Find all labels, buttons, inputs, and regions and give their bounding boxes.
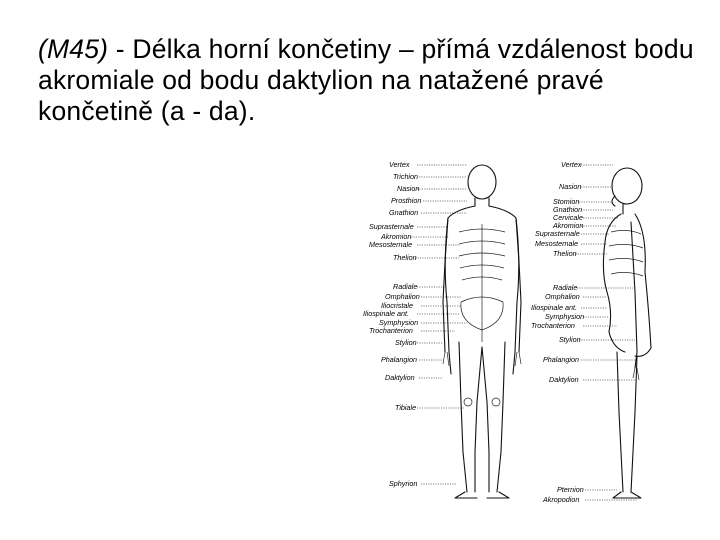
label-suprasternale: Suprasternale	[369, 222, 414, 231]
front-leader-lines	[411, 165, 467, 484]
side-label-thelion: Thelion	[553, 249, 577, 258]
side-label-symphysion: Symphysion	[545, 312, 585, 321]
label-vertex: Vertex	[389, 160, 410, 169]
side-label-mesosternale: Mesosternale	[535, 239, 579, 248]
side-label-nasion: Nasion	[559, 182, 582, 191]
label-thelion: Thelion	[393, 253, 417, 262]
label-phalangion: Phalangion	[381, 355, 417, 364]
anthropometric-points-figure	[355, 152, 695, 512]
title-text: - Délka horní končetiny – přímá vzdálenost bodu akromiale od bodu daktylion na natažené pravé končetině (a - da).	[38, 34, 694, 126]
side-label-akromion: Akromion	[553, 221, 584, 230]
label-radiale: Radiale	[393, 282, 418, 291]
label-gnathion: Gnathion	[389, 208, 419, 217]
label-nasion: Nasion	[397, 184, 420, 193]
side-label-iliospinale: Iliospinale ant.	[531, 303, 577, 312]
side-label-vertex: Vertex	[561, 160, 582, 169]
label-sphyrion: Sphyrion	[389, 479, 418, 488]
side-label-omphalion: Omphalion	[545, 292, 580, 301]
side-label-gnathion: Gnathion	[553, 205, 583, 214]
label-akromion: Akromion	[381, 232, 412, 241]
side-label-radiale: Radiale	[553, 283, 578, 292]
front-labels	[363, 160, 421, 488]
side-label-stylion: Stylion	[559, 335, 581, 344]
label-mesosternale: Mesosternale	[369, 240, 413, 249]
side-label-cervicale: Cervicale	[553, 213, 583, 222]
label-trochanterion: Trochanterion	[369, 326, 413, 335]
label-prosthion: Prosthion	[391, 196, 422, 205]
label-omphalion: Omphalion	[385, 292, 420, 301]
label-tibiale: Tibiale	[395, 403, 417, 412]
measure-code: (M45)	[38, 34, 109, 64]
side-label-daktylion: Daktylion	[549, 375, 579, 384]
label-stylion: Stylion	[395, 338, 417, 347]
label-trichion: Trichion	[393, 172, 419, 181]
side-label-phalangion: Phalangion	[543, 355, 579, 364]
side-figure	[603, 168, 651, 498]
label-daktylion: Daktylion	[385, 373, 415, 382]
side-leader-lines	[575, 165, 637, 500]
side-label-trochanterion: Trochanterion	[531, 321, 575, 330]
body-diagram	[355, 152, 695, 512]
side-label-pternion: Pternion	[557, 485, 584, 494]
label-symphysion: Symphysion	[379, 318, 419, 327]
side-label-akropodion: Akropodion	[543, 495, 580, 504]
side-labels	[531, 160, 584, 504]
slide-title	[38, 34, 698, 127]
front-figure	[443, 165, 521, 498]
side-label-stomion: Stomion	[553, 197, 580, 206]
label-iliospinale: Iliospinale ant.	[363, 309, 409, 318]
side-label-suprasternale: Suprasternale	[535, 229, 580, 238]
label-iliocristale: Iliocristale	[381, 301, 413, 310]
